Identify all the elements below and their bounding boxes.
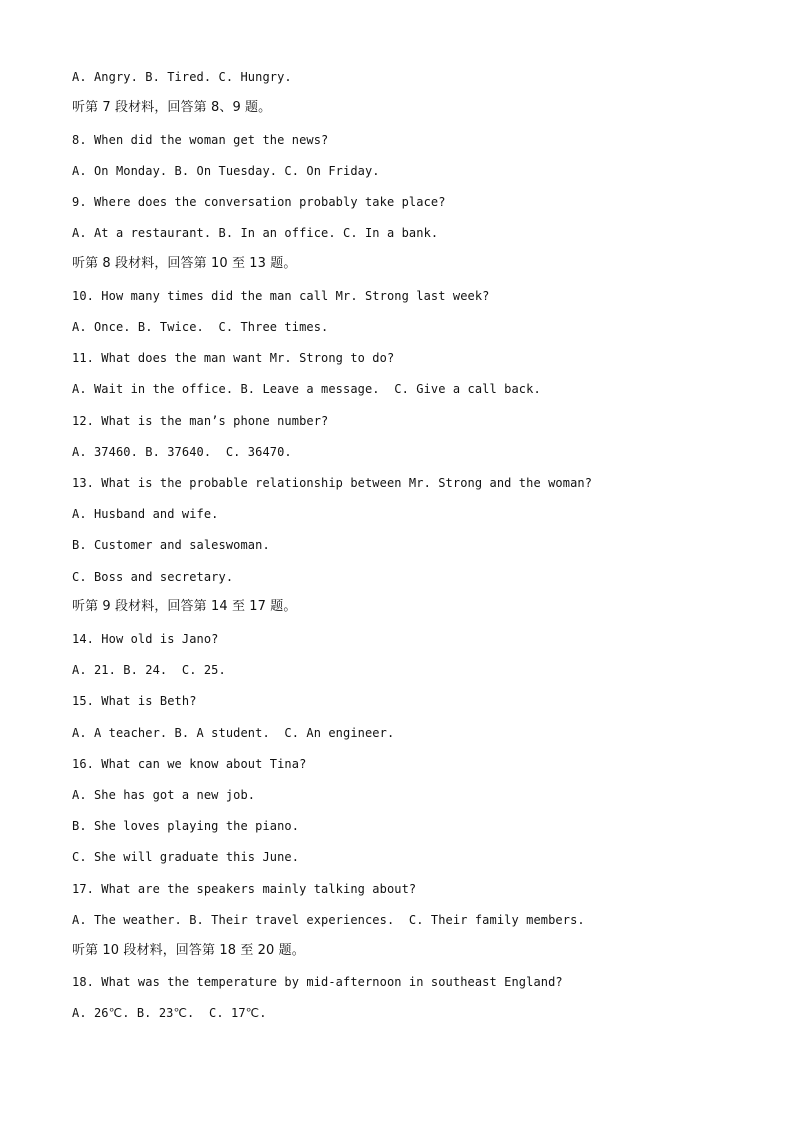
question-13: 13. What is the probable relationship between Mr. Strong and the woman? <box>72 476 593 490</box>
options-q12: A. 37460. B. 37640. C. 36470. <box>72 445 292 459</box>
question-11: 11. What does the man want Mr. Strong to do? <box>72 351 395 365</box>
options-q8: A. On Monday. B. On Tuesday. C. On Friday. <box>72 164 380 178</box>
question-12: 12. What is the man’s phone number? <box>72 414 329 428</box>
question-10: 10. How many times did the man call Mr. Strong last week? <box>72 289 490 303</box>
question-14: 14. How old is Jano? <box>72 632 219 646</box>
section-heading-10: 听第 10 段材料，回答第 18 至 20 题。 <box>72 943 305 958</box>
options-q18: A. 26℃. B. 23℃. C. 17℃. <box>72 1006 267 1020</box>
section-heading-9: 听第 9 段材料，回答第 14 至 17 题。 <box>72 599 297 614</box>
option-b-q16: B. She loves playing the piano. <box>72 819 300 833</box>
options-q11: A. Wait in the office. B. Leave a message. C. Give a call back. <box>72 382 541 396</box>
option-c-q13: C. Boss and secretary. <box>72 570 234 584</box>
option-b-q13: B. Customer and saleswoman. <box>72 538 270 552</box>
options-q10: A. Once. B. Twice. C. Three times. <box>72 320 329 334</box>
question-15: 15. What is Beth? <box>72 694 197 708</box>
question-18: 18. What was the temperature by mid-afternoon in southeast England? <box>72 975 563 989</box>
question-9: 9. Where does the conversation probably take place? <box>72 195 446 209</box>
question-17: 17. What are the speakers mainly talking about? <box>72 882 417 896</box>
option-c-q16: C. She will graduate this June. <box>72 850 300 864</box>
options-q17: A. The weather. B. Their travel experiences. C. Their family members. <box>72 913 585 927</box>
section-heading-8: 听第 8 段材料，回答第 10 至 13 题。 <box>72 256 297 271</box>
question-16: 16. What can we know about Tina? <box>72 757 307 771</box>
options-q7: A. Angry. B. Tired. C. Hungry. <box>72 70 292 84</box>
question-8: 8. When did the woman get the news? <box>72 133 329 147</box>
section-heading-7: 听第 7 段材料，回答第 8、9 题。 <box>72 100 272 115</box>
options-q9: A. At a restaurant. B. In an office. C. In a bank. <box>72 226 439 240</box>
option-a-q13: A. Husband and wife. <box>72 507 219 521</box>
options-q14: A. 21. B. 24. C. 25. <box>72 663 226 677</box>
options-q15: A. A teacher. B. A student. C. An engineer. <box>72 726 395 740</box>
option-a-q16: A. She has got a new job. <box>72 788 256 802</box>
